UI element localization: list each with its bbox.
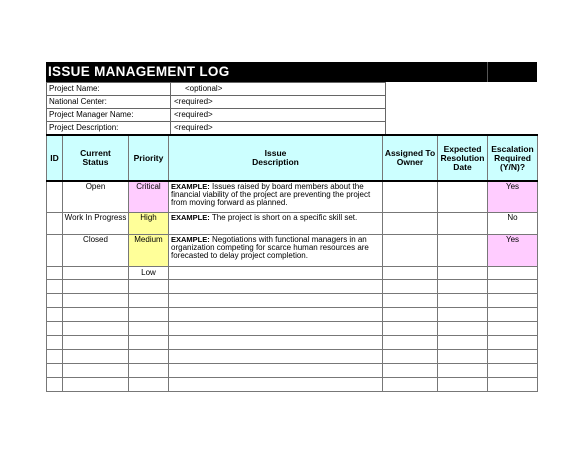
table-row (47, 293, 538, 307)
description-cell[interactable] (169, 181, 383, 212)
id-cell[interactable] (47, 321, 63, 335)
id-cell[interactable] (47, 266, 63, 279)
id-cell[interactable] (47, 307, 63, 321)
resolution-cell[interactable] (438, 363, 488, 377)
table-row (47, 266, 538, 279)
header-issue-description: Issue Description (169, 135, 383, 181)
escalation-cell[interactable] (488, 321, 538, 335)
escalation-cell[interactable] (488, 279, 538, 293)
id-cell[interactable] (47, 293, 63, 307)
priority-cell[interactable]: Medium (129, 234, 169, 266)
title-divider (487, 62, 488, 82)
escalation-cell[interactable] (488, 349, 538, 363)
escalation-cell[interactable] (488, 377, 538, 391)
id-cell[interactable] (47, 234, 63, 266)
project-name-field[interactable]: <optional> (170, 82, 386, 96)
table-row (47, 335, 538, 349)
assigned-cell[interactable] (383, 363, 438, 377)
assigned-cell[interactable] (383, 181, 438, 212)
priority-cell[interactable] (129, 293, 169, 307)
description-text: Negotiations with functional managers in an organization competing for scarce human resources are forecasted to delay project completion. (171, 234, 369, 260)
id-cell[interactable] (47, 279, 63, 293)
status-cell[interactable] (63, 266, 129, 279)
table-row (47, 307, 538, 321)
project-manager-label: Project Manager Name: (46, 108, 170, 122)
priority-cell[interactable]: Critical (129, 181, 169, 212)
table-row (47, 349, 538, 363)
header-priority: Priority (129, 135, 169, 181)
status-cell[interactable]: Work In Progress (63, 212, 129, 234)
assigned-cell[interactable] (383, 377, 438, 391)
resolution-cell[interactable] (438, 307, 488, 321)
description-cell[interactable] (169, 349, 383, 363)
table-row (47, 212, 538, 234)
assigned-cell[interactable] (383, 335, 438, 349)
escalation-cell[interactable] (488, 363, 538, 377)
priority-cell[interactable]: Low (129, 266, 169, 279)
resolution-cell[interactable] (438, 279, 488, 293)
status-cell[interactable]: Open (63, 181, 129, 212)
escalation-cell[interactable] (488, 307, 538, 321)
status-cell[interactable] (63, 321, 129, 335)
resolution-cell[interactable] (438, 377, 488, 391)
id-cell[interactable] (47, 363, 63, 377)
priority-cell[interactable] (129, 377, 169, 391)
table-header-row (47, 135, 538, 181)
table-row (47, 377, 538, 391)
example-label: EXAMPLE: (171, 182, 210, 191)
assigned-cell[interactable] (383, 212, 438, 234)
table-row (47, 279, 538, 293)
description-cell[interactable] (169, 293, 383, 307)
escalation-cell[interactable] (488, 293, 538, 307)
status-cell[interactable] (63, 377, 129, 391)
issue-log-sheet (46, 62, 537, 134)
assigned-cell[interactable] (383, 321, 438, 335)
resolution-cell[interactable] (438, 234, 488, 266)
project-description-label: Project Description: (46, 121, 170, 135)
escalation-cell[interactable] (488, 335, 538, 349)
escalation-cell[interactable]: Yes (488, 234, 538, 266)
description-cell[interactable] (169, 266, 383, 279)
assigned-cell[interactable] (383, 293, 438, 307)
id-cell[interactable] (47, 377, 63, 391)
description-cell[interactable] (169, 279, 383, 293)
description-cell[interactable] (169, 212, 383, 234)
sheet-title: ISSUE MANAGEMENT LOG (48, 64, 230, 79)
priority-cell[interactable] (129, 321, 169, 335)
description-text: The project is short on a specific skill set. (211, 212, 358, 222)
status-cell[interactable] (63, 307, 129, 321)
national-center-row (46, 95, 386, 108)
description-cell[interactable] (169, 307, 383, 321)
priority-cell[interactable] (129, 307, 169, 321)
id-cell[interactable] (47, 181, 63, 212)
id-cell[interactable] (47, 349, 63, 363)
assigned-cell[interactable] (383, 349, 438, 363)
id-cell[interactable] (47, 212, 63, 234)
resolution-cell[interactable] (438, 293, 488, 307)
header-resolution-date: Expected Resolution Date (438, 135, 488, 181)
resolution-cell[interactable] (438, 349, 488, 363)
project-manager-row (46, 108, 386, 121)
table-row (47, 234, 538, 266)
project-name-row (46, 82, 386, 95)
project-info (46, 82, 537, 134)
assigned-cell[interactable] (383, 279, 438, 293)
national-center-field[interactable]: <required> (170, 95, 386, 109)
resolution-cell[interactable] (438, 266, 488, 279)
escalation-cell[interactable]: Yes (488, 181, 538, 212)
priority-cell[interactable] (129, 335, 169, 349)
title-bar (46, 62, 537, 82)
header-escalation: Escalation Required (Y/N)? (488, 135, 538, 181)
description-cell[interactable] (169, 321, 383, 335)
status-cell[interactable] (63, 293, 129, 307)
table-row (47, 363, 538, 377)
issue-table (46, 134, 538, 392)
assigned-cell[interactable] (383, 266, 438, 279)
resolution-cell[interactable] (438, 321, 488, 335)
example-label: EXAMPLE: (171, 212, 210, 222)
resolution-cell[interactable] (438, 212, 488, 234)
table-row (47, 321, 538, 335)
status-cell[interactable] (63, 279, 129, 293)
header-current-status: Current Status (63, 135, 129, 181)
status-cell[interactable] (63, 349, 129, 363)
description-cell[interactable] (169, 335, 383, 349)
assigned-cell[interactable] (383, 307, 438, 321)
description-cell[interactable] (169, 363, 383, 377)
resolution-cell[interactable] (438, 181, 488, 212)
priority-cell[interactable] (129, 363, 169, 377)
example-label: EXAMPLE: (171, 234, 210, 244)
description-cell[interactable] (169, 234, 383, 266)
project-name-label: Project Name: (46, 82, 170, 96)
table-row (47, 181, 538, 212)
description-cell[interactable] (169, 377, 383, 391)
status-cell[interactable]: Closed (63, 234, 129, 266)
description-text: Issues raised by board members about the financial viability of the project are preventing the project from moving forward as planned. (171, 182, 371, 207)
escalation-cell[interactable] (488, 266, 538, 279)
national-center-label: National Center: (46, 95, 170, 109)
status-cell[interactable] (63, 335, 129, 349)
escalation-cell[interactable]: No (488, 212, 538, 234)
resolution-cell[interactable] (438, 335, 488, 349)
header-id: ID (47, 135, 63, 181)
priority-cell[interactable]: High (129, 212, 169, 234)
project-description-field[interactable]: <required> (170, 121, 386, 135)
priority-cell[interactable] (129, 279, 169, 293)
id-cell[interactable] (47, 335, 63, 349)
priority-cell[interactable] (129, 349, 169, 363)
project-description-row (46, 121, 386, 134)
project-manager-field[interactable]: <required> (170, 108, 386, 122)
header-assigned-owner: Assigned To Owner (383, 135, 438, 181)
status-cell[interactable] (63, 363, 129, 377)
assigned-cell[interactable] (383, 234, 438, 266)
